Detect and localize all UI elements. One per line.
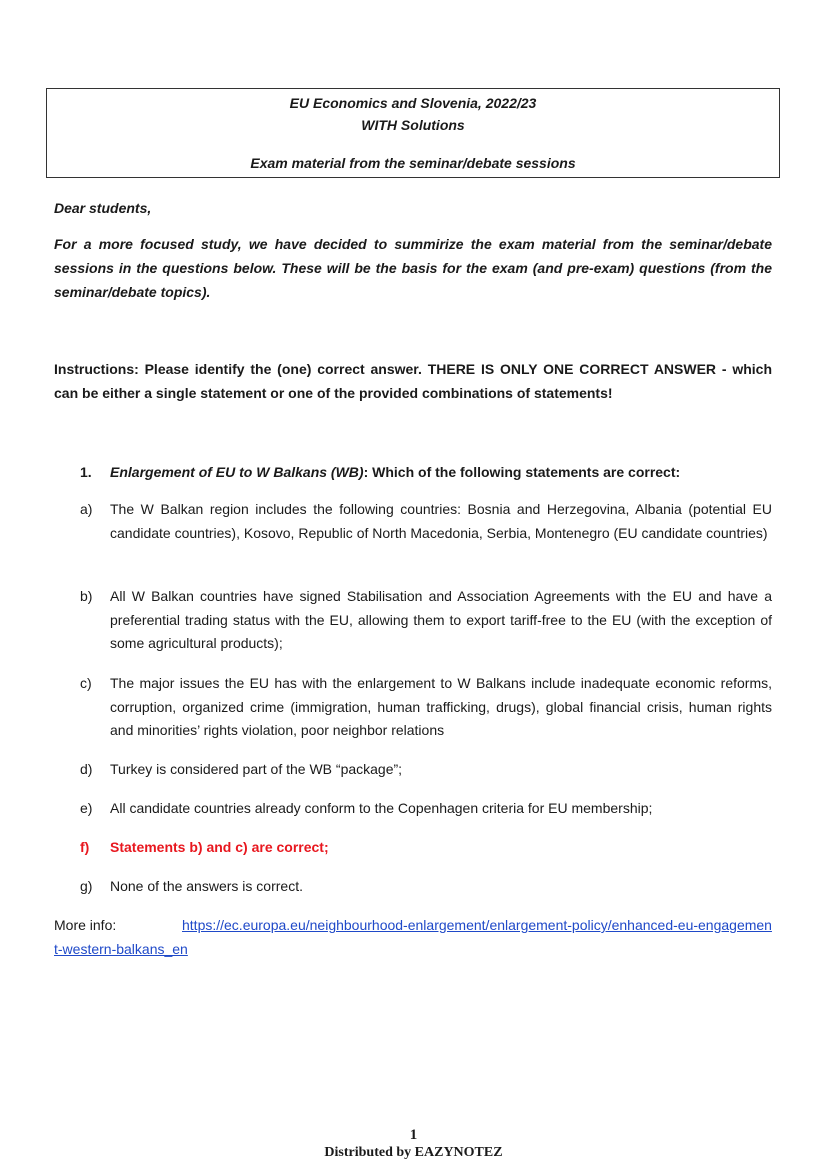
option-letter: a) bbox=[80, 501, 93, 517]
option-text: Statements b) and c) are correct; bbox=[110, 839, 329, 855]
page-number: 1 bbox=[409, 1127, 418, 1143]
title-box bbox=[46, 88, 780, 178]
distributor-footer: Distributed by EAZYNOTEZ bbox=[324, 1145, 503, 1160]
option-text: The major issues the EU has with the enlargement to W Balkans include inadequate economic reforms, corruption, organized crime (immigration, human trafficking, drugs), global financial crisis, human rights and minorities’ rights violation, poor neighbor relations bbox=[110, 675, 772, 738]
question-number: 1. bbox=[80, 464, 92, 480]
greeting: Dear students, bbox=[54, 200, 152, 216]
option-c bbox=[80, 672, 772, 743]
option-letter: g) bbox=[80, 878, 93, 894]
option-letter: c) bbox=[80, 675, 92, 691]
instructions-paragraph bbox=[54, 357, 772, 405]
option-text: None of the answers is correct. bbox=[110, 878, 303, 894]
option-b bbox=[80, 585, 772, 656]
option-letter: b) bbox=[80, 588, 93, 604]
instructions-emphasis: THERE IS ONLY ONE CORRECT ANSWER - which can be either a single statement or one of the provided combinations of statements! bbox=[54, 361, 772, 401]
more-info bbox=[54, 914, 772, 961]
option-e bbox=[80, 797, 772, 821]
question-1-title bbox=[80, 460, 780, 484]
material-subtitle: Exam material from the seminar/debate sessions bbox=[250, 155, 576, 171]
option-a bbox=[80, 498, 772, 545]
option-d bbox=[80, 758, 772, 782]
option-text: The W Balkan region includes the following countries: Bosnia and Herzegovina, Albania (potential EU candidate countries), Kosovo, Republic of North Macedonia, Serbia, Montenegro (EU candidate countries) bbox=[110, 501, 772, 541]
option-text: Turkey is considered part of the WB “package”; bbox=[110, 761, 403, 777]
course-title: EU Economics and Slovenia, 2022/23 bbox=[289, 95, 537, 111]
option-letter: f) bbox=[80, 839, 90, 855]
question-prompt: : Which of the following statements are correct: bbox=[363, 464, 681, 480]
option-text: All W Balkan countries have signed Stabilisation and Association Agreements with the EU and have a preferential trading status with the EU, allowing them to export tariff-free to the EU (with the exception of some agricultural products); bbox=[110, 588, 772, 651]
instructions-lead: Instructions: Please identify the (one) correct answer. bbox=[54, 361, 422, 377]
option-f-correct-answer bbox=[80, 836, 772, 860]
option-g bbox=[80, 875, 772, 899]
solutions-subtitle: WITH Solutions bbox=[361, 117, 465, 133]
more-info-label: More info: bbox=[54, 917, 117, 933]
more-info-link[interactable]: https://ec.europa.eu/neighbourhood-enlargement/enlargement-policy/enhanced-eu-engagement-western-balkans_en bbox=[54, 917, 772, 957]
option-letter: d) bbox=[80, 761, 93, 777]
question-topic: Enlargement of EU to W Balkans (WB) bbox=[110, 464, 364, 480]
option-letter: e) bbox=[80, 800, 93, 816]
intro-paragraph: For a more focused study, we have decided to summirize the exam material from the seminar/debate sessions in the questions below. These will be the basis for the exam (and pre-exam) questions (from the seminar/debate topics). bbox=[54, 236, 772, 300]
option-text: All candidate countries already conform to the Copenhagen criteria for EU membership; bbox=[110, 800, 653, 816]
